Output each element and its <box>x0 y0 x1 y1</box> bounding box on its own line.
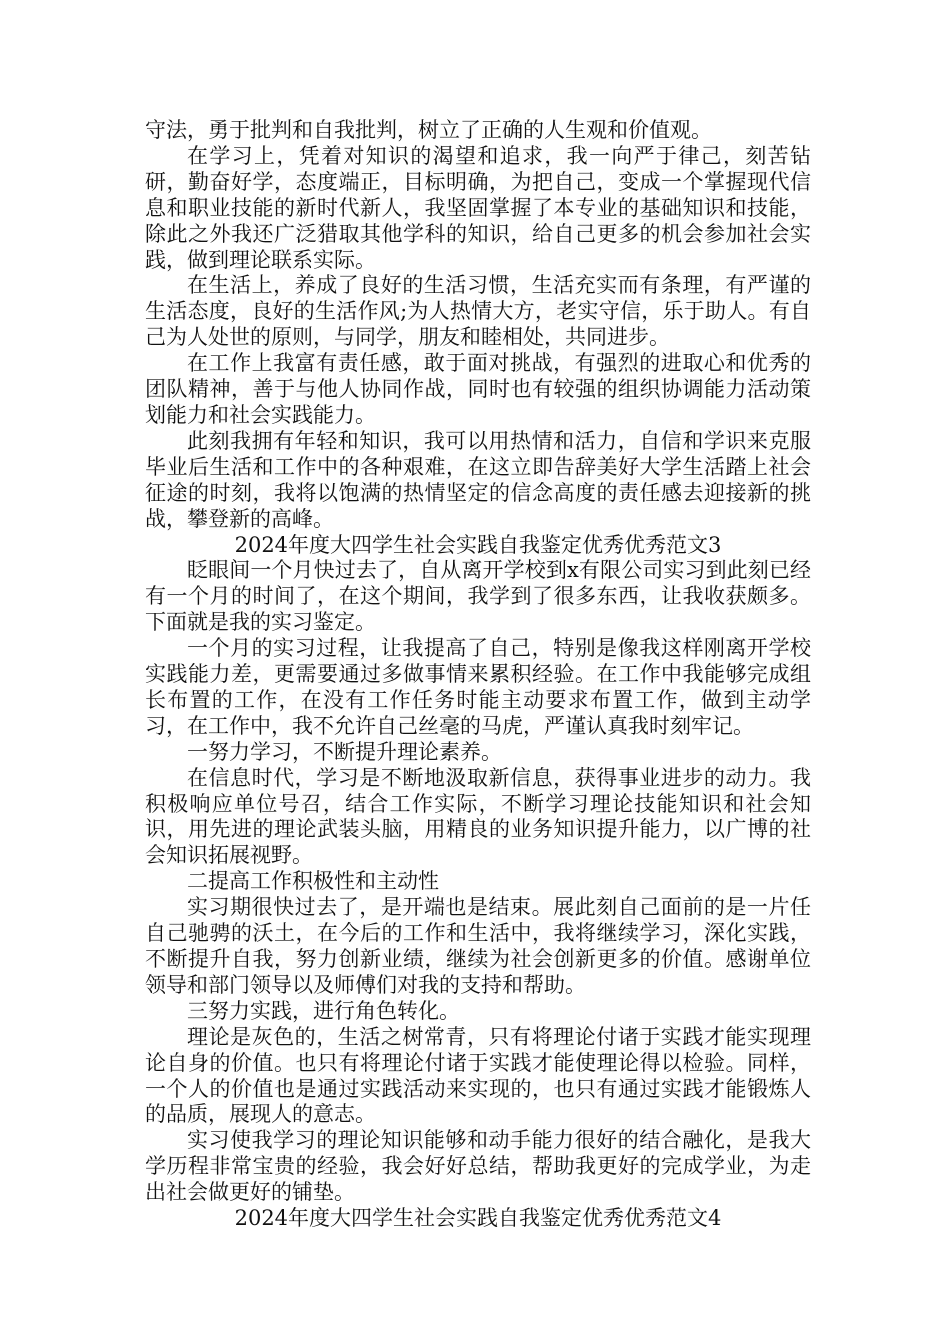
paragraph-internship-end: 实习期很快过去了，是开端也是结束。展此刻自己面前的是一片任自己驰骋的沃土，在今后的工作和生活中，我将继续学习，深化实践，不断提升自我，努力创新业绩，继续为社会创新更多的价值。感谢单位领导和部门领导以及师傅们对我的支持和帮助。 <box>145 895 811 997</box>
section-heading-4: 2024年度大四学生社会实践自我鉴定优秀优秀范文4 <box>234 1206 722 1231</box>
paragraph-theory: 理论是灰色的，生活之树常青，只有将理论付诸于实践才能实现理论自身的价值。也只有将理论付诸于实践才能使理论得以检验。同样，一个人的价值也是通过实践活动来实现的，也只有通过实践才能锻炼人的品质，展现人的意志。 <box>145 1024 811 1127</box>
subheading-study: 一努力学习，不断提升理论素养。 <box>187 739 502 764</box>
paragraph-life: 在生活上，养成了良好的生活习惯，生活充实而有条理，有严谨的生活态度，良好的生活作风;为人热情大方，老实守信，乐于助人。有自己为人处世的原则，与同学，朋友和睦相处，共同进步。 <box>145 273 811 350</box>
subheading-initiative: 二提高工作积极性和主动性 <box>187 869 439 894</box>
paragraph-intro: 眨眼间一个月快过去了，自从离开学校到x有限公司实习到此刻已经有一个月的时间了，在这个期间，我学到了很多东西，让我收获颇多。下面就是我的实习鉴定。 <box>145 558 811 635</box>
document-page <box>145 118 811 1232</box>
paragraph-now: 此刻我拥有年轻和知识，我可以用热情和活力，自信和学识来克服毕业后生活和工作中的各种艰难，在这立即告辞美好大学生活踏上社会征途的时刻，我将以饱满的热情坚定的信念高度的责任感去迎接新的挑战，攀登新的高峰。 <box>145 428 811 531</box>
paragraph-study: 在学习上，凭着对知识的渴望和追求，我一向严于律己，刻苦钻研，勤奋好学，态度端正，目标明确，为把自己，变成一个掌握现代信息和职业技能的新时代新人，我坚固掌握了本专业的基础知识和技能，除此之外我还广泛猎取其他学科的知识，给自己更多的机会参加社会实践，做到理论联系实际。 <box>145 143 811 272</box>
subheading-practice: 三努力实践，进行角色转化。 <box>187 998 460 1023</box>
section-heading-3: 2024年度大四学生社会实践自我鉴定优秀优秀范文3 <box>234 532 722 557</box>
paragraph-summary: 实习使我学习的理论知识能够和动手能力很好的结合融化，是我大学历程非常宝贵的经验，我会好好总结，帮助我更好的完成学业，为走出社会做更好的铺垫。 <box>145 1128 811 1205</box>
paragraph: 守法，勇于批判和自我批判，树立了正确的人生观和价值观。 <box>145 118 712 142</box>
paragraph-process: 一个月的实习过程，让我提高了自己，特别是像我这样刚离开学校实践能力差，更需要通过多做事情来累积经验。在工作中我能够完成组长布置的工作，在没有工作任务时能主动要求布置工作，做到主动学习，在工作中，我不允许自己丝毫的马虎，严谨认真我时刻牢记。 <box>145 636 811 738</box>
paragraph-work: 在工作上我富有责任感，敢于面对挑战，有强烈的进取心和优秀的团队精神，善于与他人协同作战，同时也有较强的组织协调能力活动策划能力和社会实践能力。 <box>145 351 811 427</box>
paragraph-information-age: 在信息时代，学习是不断地汲取新信息，获得事业进步的动力。我积极响应单位号召，结合工作实际，不断学习理论技能知识和社会知识，用先进的理论武装头脑，用精良的业务知识提升能力，以广博的社会知识拓展视野。 <box>145 765 811 868</box>
